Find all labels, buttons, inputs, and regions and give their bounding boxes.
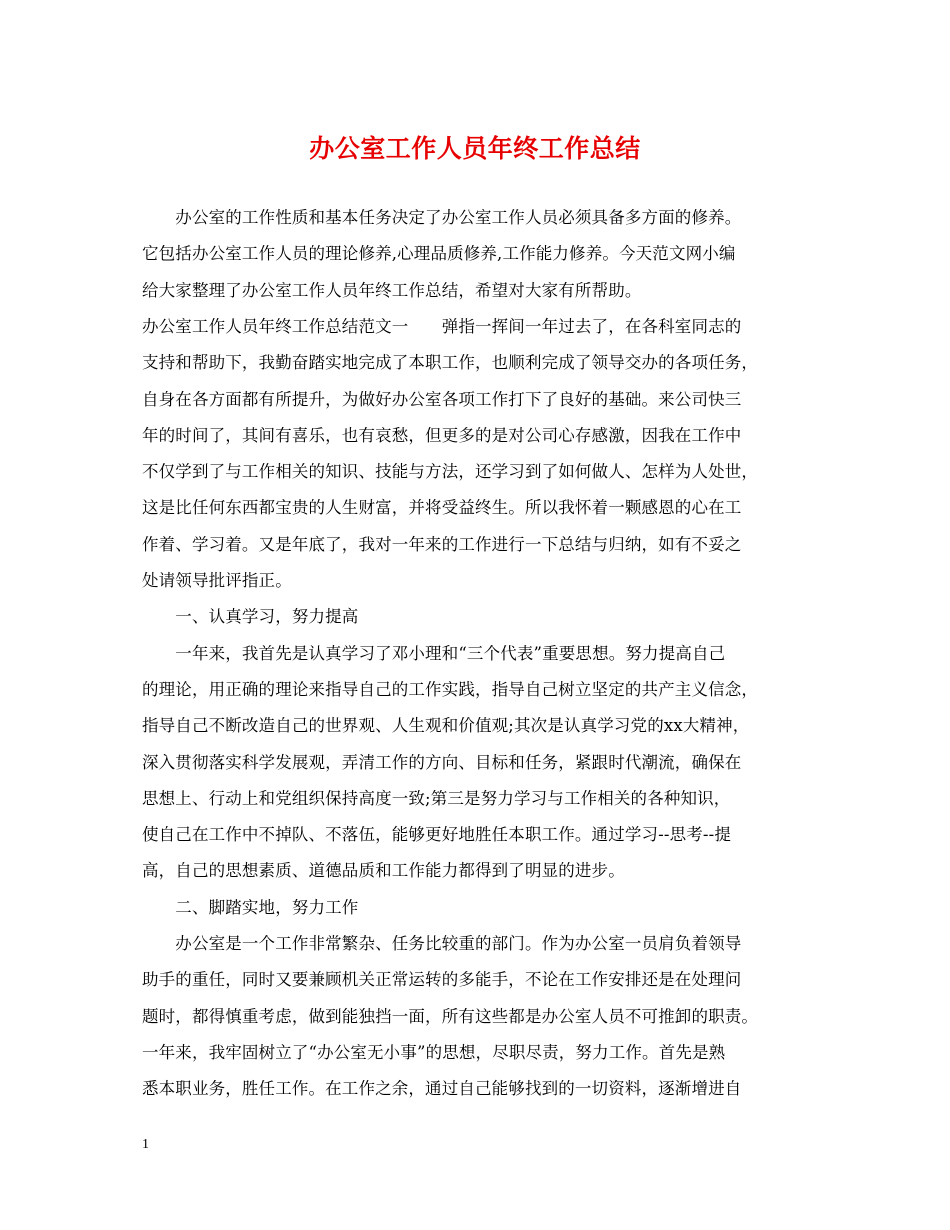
body-text-line: 办公室是一个工作非常繁杂、任务比较重的部门。作为办公室一员肩负着领导: [142, 934, 742, 953]
body-text-line: 处请领导批评指正。: [142, 571, 292, 590]
body-text-line: 办公室工作人员年终工作总结范文一 弹指一挥间一年过去了，在各科室同志的: [142, 316, 742, 336]
body-text-line: 支持和帮助下，我勤奋踏实地完成了本职工作，也顺利完成了领导交办的各项任务，: [142, 353, 759, 373]
document-title: 办公室工作人员年终工作总结: [309, 134, 641, 163]
body-text-line: 不仅学到了与工作相关的知识、技能与方法，还学习到了如何做人、怎样为人处世，: [142, 462, 759, 482]
body-text-line: 深入贯彻落实科学发展观，弄清工作的方向、目标和任务，紧跟时代潮流，确保在: [142, 752, 742, 772]
body-text-line: 给大家整理了办公室工作人员年终工作总结，希望对大家有所帮助。: [142, 280, 642, 300]
body-text-line: 自身在各方面都有所提升，为做好办公室各项工作打下了良好的基础。来公司快三: [142, 389, 742, 409]
body-text-line: 二、脚踏实地，努力工作: [142, 897, 359, 917]
body-text-line: 一年来，我首先是认真学习了邓小理和“三个代表”重要思想。努力提高自己: [142, 643, 726, 663]
body-text-line: 思想上、行动上和党组织保持高度一致;第三是努力学习与工作相关的各种知识，: [142, 788, 731, 808]
body-text-line: 题时，都得慎重考虑，做到能独挡一面，所有这些都是办公室人员不可推卸的职责。: [142, 1006, 759, 1026]
body-text-line: 的理论，用正确的理论来指导自己的工作实践，指导自己树立坚定的共产主义信念，: [142, 679, 759, 699]
body-text-line: 指导自己不断改造自己的世界观、人生观和价值观;其次是认真学习党的xx大精神，: [142, 716, 750, 736]
body-text-line: 一年来，我牢固树立了“办公室无小事”的思想，尽职尽责，努力工作。首先是熟: [142, 1042, 726, 1062]
body-text-line: 悉本职业务，胜任工作。在工作之余，通过自己能够找到的一切资料，逐渐增进自: [142, 1079, 742, 1099]
body-text-line: 一、认真学习，努力提高: [142, 607, 359, 627]
body-text-line: 办公室的工作性质和基本任务决定了办公室工作人员必须具备多方面的修养。: [142, 208, 742, 227]
body-text-line: 它包括办公室工作人员的理论修养,心理品质修养,工作能力修养。今天范文网小编: [142, 244, 736, 264]
body-text-line: 年的时间了，其间有喜乐，也有哀愁，但更多的是对公司心存感激，因我在工作中: [142, 425, 742, 445]
body-text-line: 助手的重任，同时又要兼顾机关正常运转的多能手，不论在工作安排还是在处理问: [142, 970, 742, 990]
body-text-line: 高，自己的思想素质、道德品质和工作能力都得到了明显的进步。: [142, 861, 625, 881]
body-text-line: 这是比任何东西都宝贵的人生财富，并将受益终生。所以我怀着一颗感恩的心在工: [142, 498, 742, 518]
body-text-line: 作着、学习着。又是年底了，我对一年来的工作进行一下总结与归纳，如有不妥之: [142, 534, 742, 554]
body-text-line: 使自己在工作中不掉队、不落伍，能够更好地胜任本职工作。通过学习--思考--提: [142, 825, 732, 845]
page-number: 1: [142, 1137, 149, 1152]
